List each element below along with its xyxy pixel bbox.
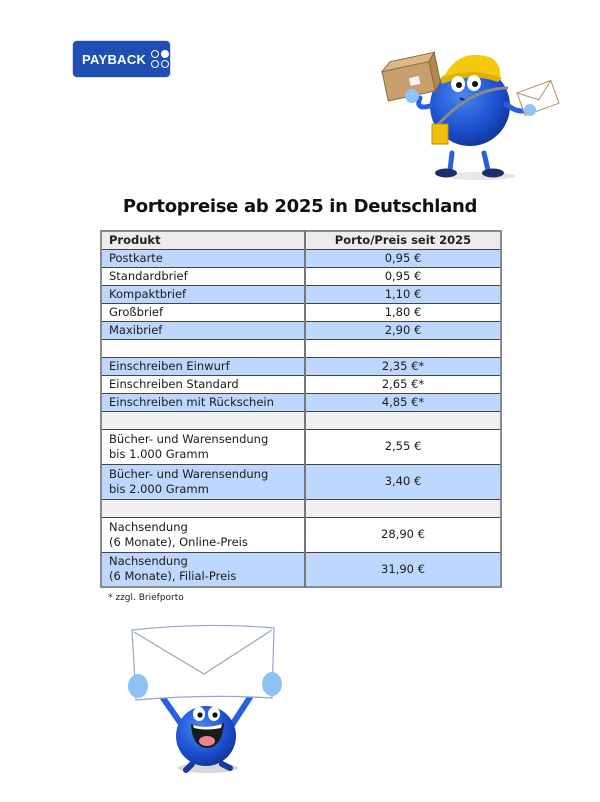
price-cell: 31,90 €: [305, 552, 501, 587]
product-cell: Standardbrief: [101, 267, 305, 285]
table-row: [101, 321, 501, 339]
product-cell: [101, 429, 305, 464]
product-cell: [101, 517, 305, 552]
table-row: [101, 249, 501, 267]
table-row: [101, 552, 501, 587]
payback-logo: [73, 41, 170, 77]
price-cell: 1,80 €: [305, 303, 501, 321]
price-cell: 2,90 €: [305, 321, 501, 339]
price-cell: 2,35 €*: [305, 357, 501, 375]
product-cell: [101, 464, 305, 499]
price-cell: 2,55 €: [305, 429, 501, 464]
empty-cell: [101, 339, 305, 357]
product-line-1: Nachsendung: [109, 519, 188, 534]
price-cell: 3,40 €: [305, 464, 501, 499]
price-cell: 0,95 €: [305, 249, 501, 267]
table-row: [101, 303, 501, 321]
mascot-holding-envelope-image: [126, 618, 286, 783]
spacer-row: [101, 339, 501, 357]
logo-text: PAYBACK: [82, 51, 147, 67]
product-cell: [101, 552, 305, 587]
empty-cell: [101, 411, 305, 429]
table-row: [101, 285, 501, 303]
spacer-row: [101, 411, 501, 429]
payback-dots-icon: [151, 50, 169, 68]
page-title: Portopreise ab 2025 in Deutschland: [122, 196, 478, 217]
product-cell: Maxibrief: [101, 321, 305, 339]
footnote: * zzgl. Briefporto: [108, 593, 184, 603]
product-line-1: Bücher- und Warensendung: [109, 466, 269, 481]
table-row: [101, 357, 501, 375]
price-cell: 28,90 €: [305, 517, 501, 552]
product-line-1: Bücher- und Warensendung: [109, 431, 269, 446]
price-cell: 1,10 €: [305, 285, 501, 303]
product-cell: Einschreiben mit Rückschein: [101, 393, 305, 411]
product-cell: Kompaktbrief: [101, 285, 305, 303]
table-row: [101, 517, 501, 552]
product-cell: Einschreiben Einwurf: [101, 357, 305, 375]
price-cell: 2,65 €*: [305, 375, 501, 393]
spacer-row: [101, 499, 501, 517]
product-line-1: Nachsendung: [109, 554, 188, 569]
product-cell: Einschreiben Standard: [101, 375, 305, 393]
empty-cell: [101, 499, 305, 517]
product-cell: Großbrief: [101, 303, 305, 321]
table-row: [101, 267, 501, 285]
table-row: [101, 375, 501, 393]
empty-cell: [305, 499, 501, 517]
column-header-product: Produkt: [101, 231, 305, 249]
product-line-2: bis 2.000 Gramm: [109, 481, 209, 496]
product-line-2: bis 1.000 Gramm: [109, 446, 209, 461]
table-row: [101, 429, 501, 464]
product-line-2: (6 Monate), Filial-Preis: [109, 569, 237, 584]
price-table: [100, 230, 502, 588]
empty-cell: [305, 339, 501, 357]
table-row: [101, 393, 501, 411]
empty-cell: [305, 411, 501, 429]
mascot-mail-carrier-image: [380, 28, 570, 183]
table-row: [101, 464, 501, 499]
price-cell: 4,85 €*: [305, 393, 501, 411]
column-header-price: Porto/Preis seit 2025: [305, 231, 501, 249]
price-cell: 0,95 €: [305, 267, 501, 285]
product-cell: Postkarte: [101, 249, 305, 267]
product-line-2: (6 Monate), Online-Preis: [109, 534, 248, 549]
